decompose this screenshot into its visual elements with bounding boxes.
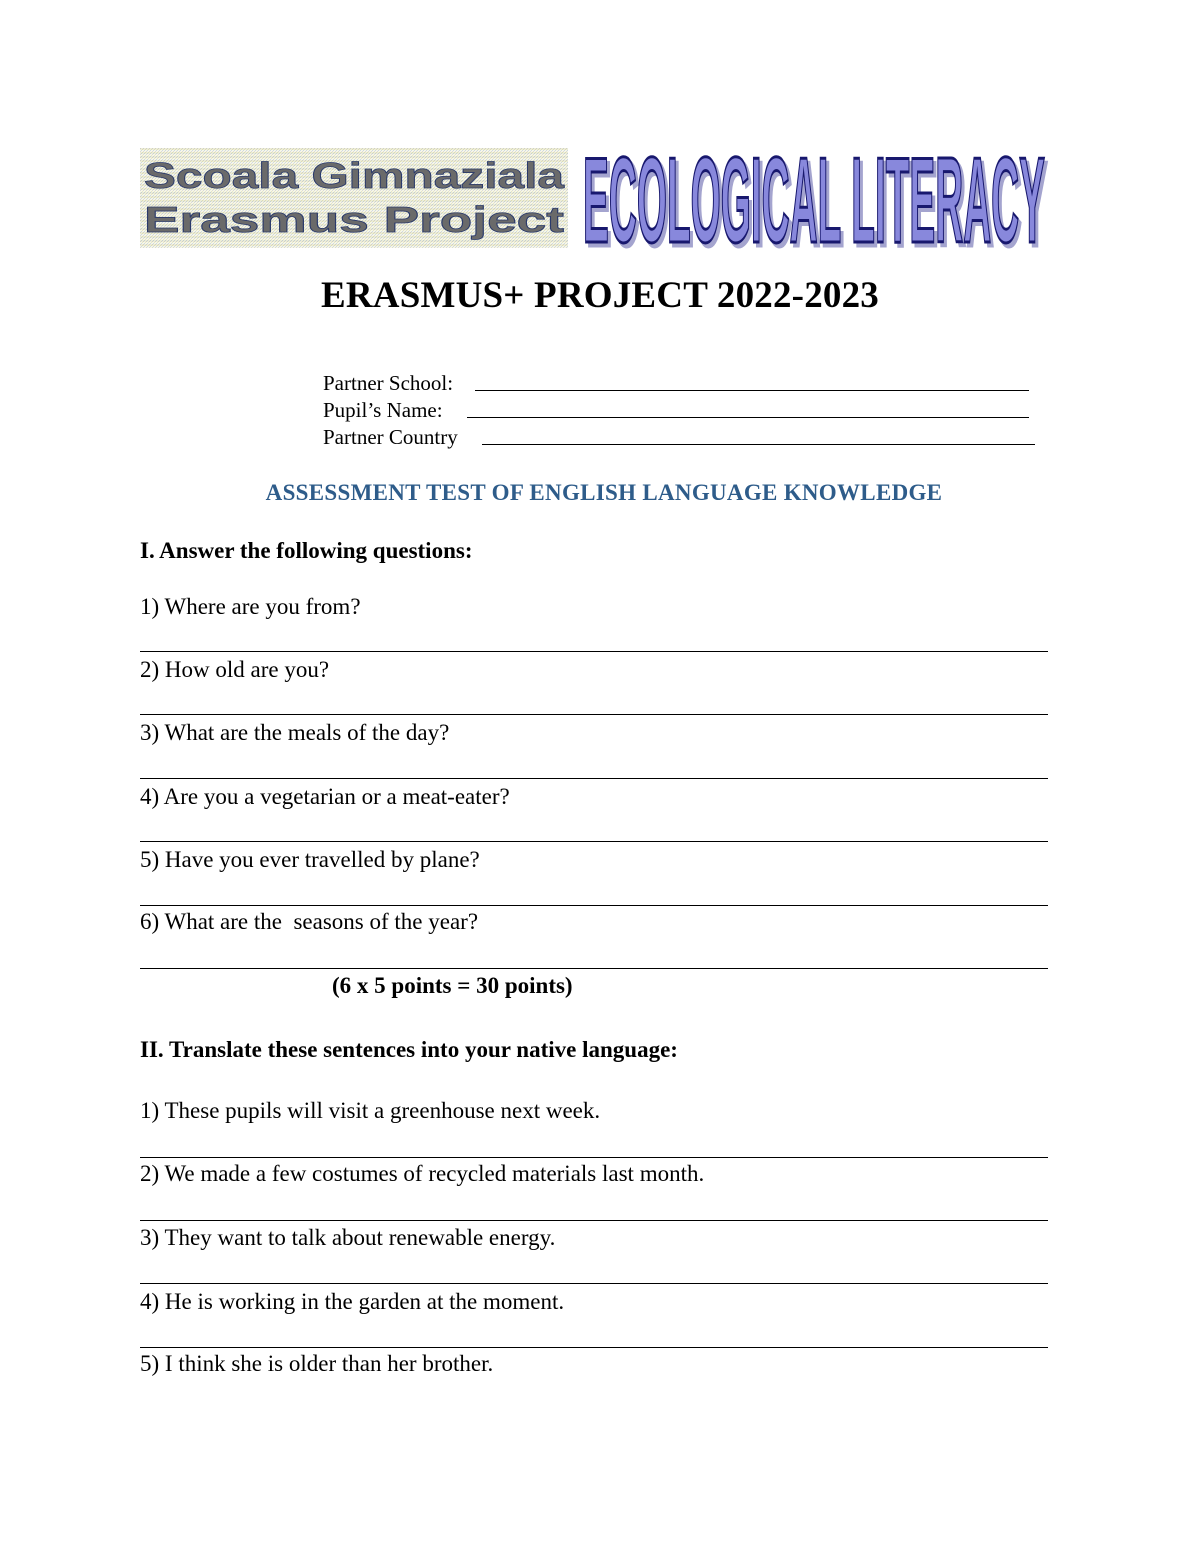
assessment-subtitle: ASSESSMENT TEST OF ENGLISH LANGUAGE KNOWLEDGE: [265, 480, 943, 505]
sentence-2: 2) We made a few costumes of recycled materials last month.: [140, 1161, 705, 1186]
answer-line-6[interactable]: [140, 968, 1048, 969]
translation-line-1[interactable]: [140, 1157, 1048, 1158]
question-5: 5) Have you ever travelled by plane?: [140, 847, 480, 872]
question-1: 1) Where are you from?: [140, 594, 361, 619]
answer-line-3[interactable]: [140, 778, 1048, 779]
logo-line-1: Scoala Gimnaziala: [144, 155, 566, 196]
answer-line-1[interactable]: [140, 651, 1048, 652]
question-2: 2) How old are you?: [140, 657, 330, 682]
translation-line-3[interactable]: [140, 1283, 1048, 1284]
page-title: ERASMUS+ PROJECT 2022-2023: [320, 275, 880, 316]
partner-school-blank[interactable]: [475, 390, 1029, 391]
partner-country-field[interactable]: [323, 424, 458, 450]
logo-line-2: Erasmus Project: [144, 199, 565, 240]
answer-line-2[interactable]: [140, 714, 1048, 715]
question-6: 6) What are the seasons of the year?: [140, 909, 479, 934]
school-logo-image: [140, 148, 568, 248]
ecological-literacy-wordart: [582, 132, 1052, 272]
partner-school-label: Partner School:: [323, 371, 454, 395]
school-logo-banner: [140, 148, 568, 248]
section-1-heading: I. Answer the following questions:: [140, 538, 473, 563]
partner-country-label: Partner Country: [323, 425, 458, 449]
sentence-3: 3) They want to talk about renewable energy.: [140, 1225, 556, 1250]
partner-country-blank[interactable]: [482, 444, 1035, 445]
section-1-points: (6 x 5 points = 30 points): [332, 973, 573, 998]
partner-school-field[interactable]: [323, 370, 453, 396]
sentence-4: 4) He is working in the garden at the moment.: [140, 1289, 565, 1314]
sentence-5: 5) I think she is older than her brother.: [140, 1351, 494, 1376]
wordart-logo-image: [582, 132, 1052, 272]
wordart-text: ECOLOGICAL LITERACY: [583, 132, 1045, 268]
translation-line-2[interactable]: [140, 1220, 1048, 1221]
translation-line-4[interactable]: [140, 1347, 1048, 1348]
question-3: 3) What are the meals of the day?: [140, 720, 450, 745]
answer-line-5[interactable]: [140, 905, 1048, 906]
wordart-shadow: ECOLOGICAL LITERACY: [586, 136, 1048, 272]
answer-line-4[interactable]: [140, 841, 1048, 842]
pupil-name-field[interactable]: [323, 397, 443, 423]
question-4: 4) Are you a vegetarian or a meat-eater?: [140, 784, 510, 809]
section-2-heading: II. Translate these sentences into your native language:: [140, 1037, 678, 1062]
pupil-name-label: Pupil’s Name:: [323, 398, 443, 422]
pupil-name-blank[interactable]: [467, 417, 1029, 418]
sentence-1: 1) These pupils will visit a greenhouse next week.: [140, 1098, 601, 1123]
